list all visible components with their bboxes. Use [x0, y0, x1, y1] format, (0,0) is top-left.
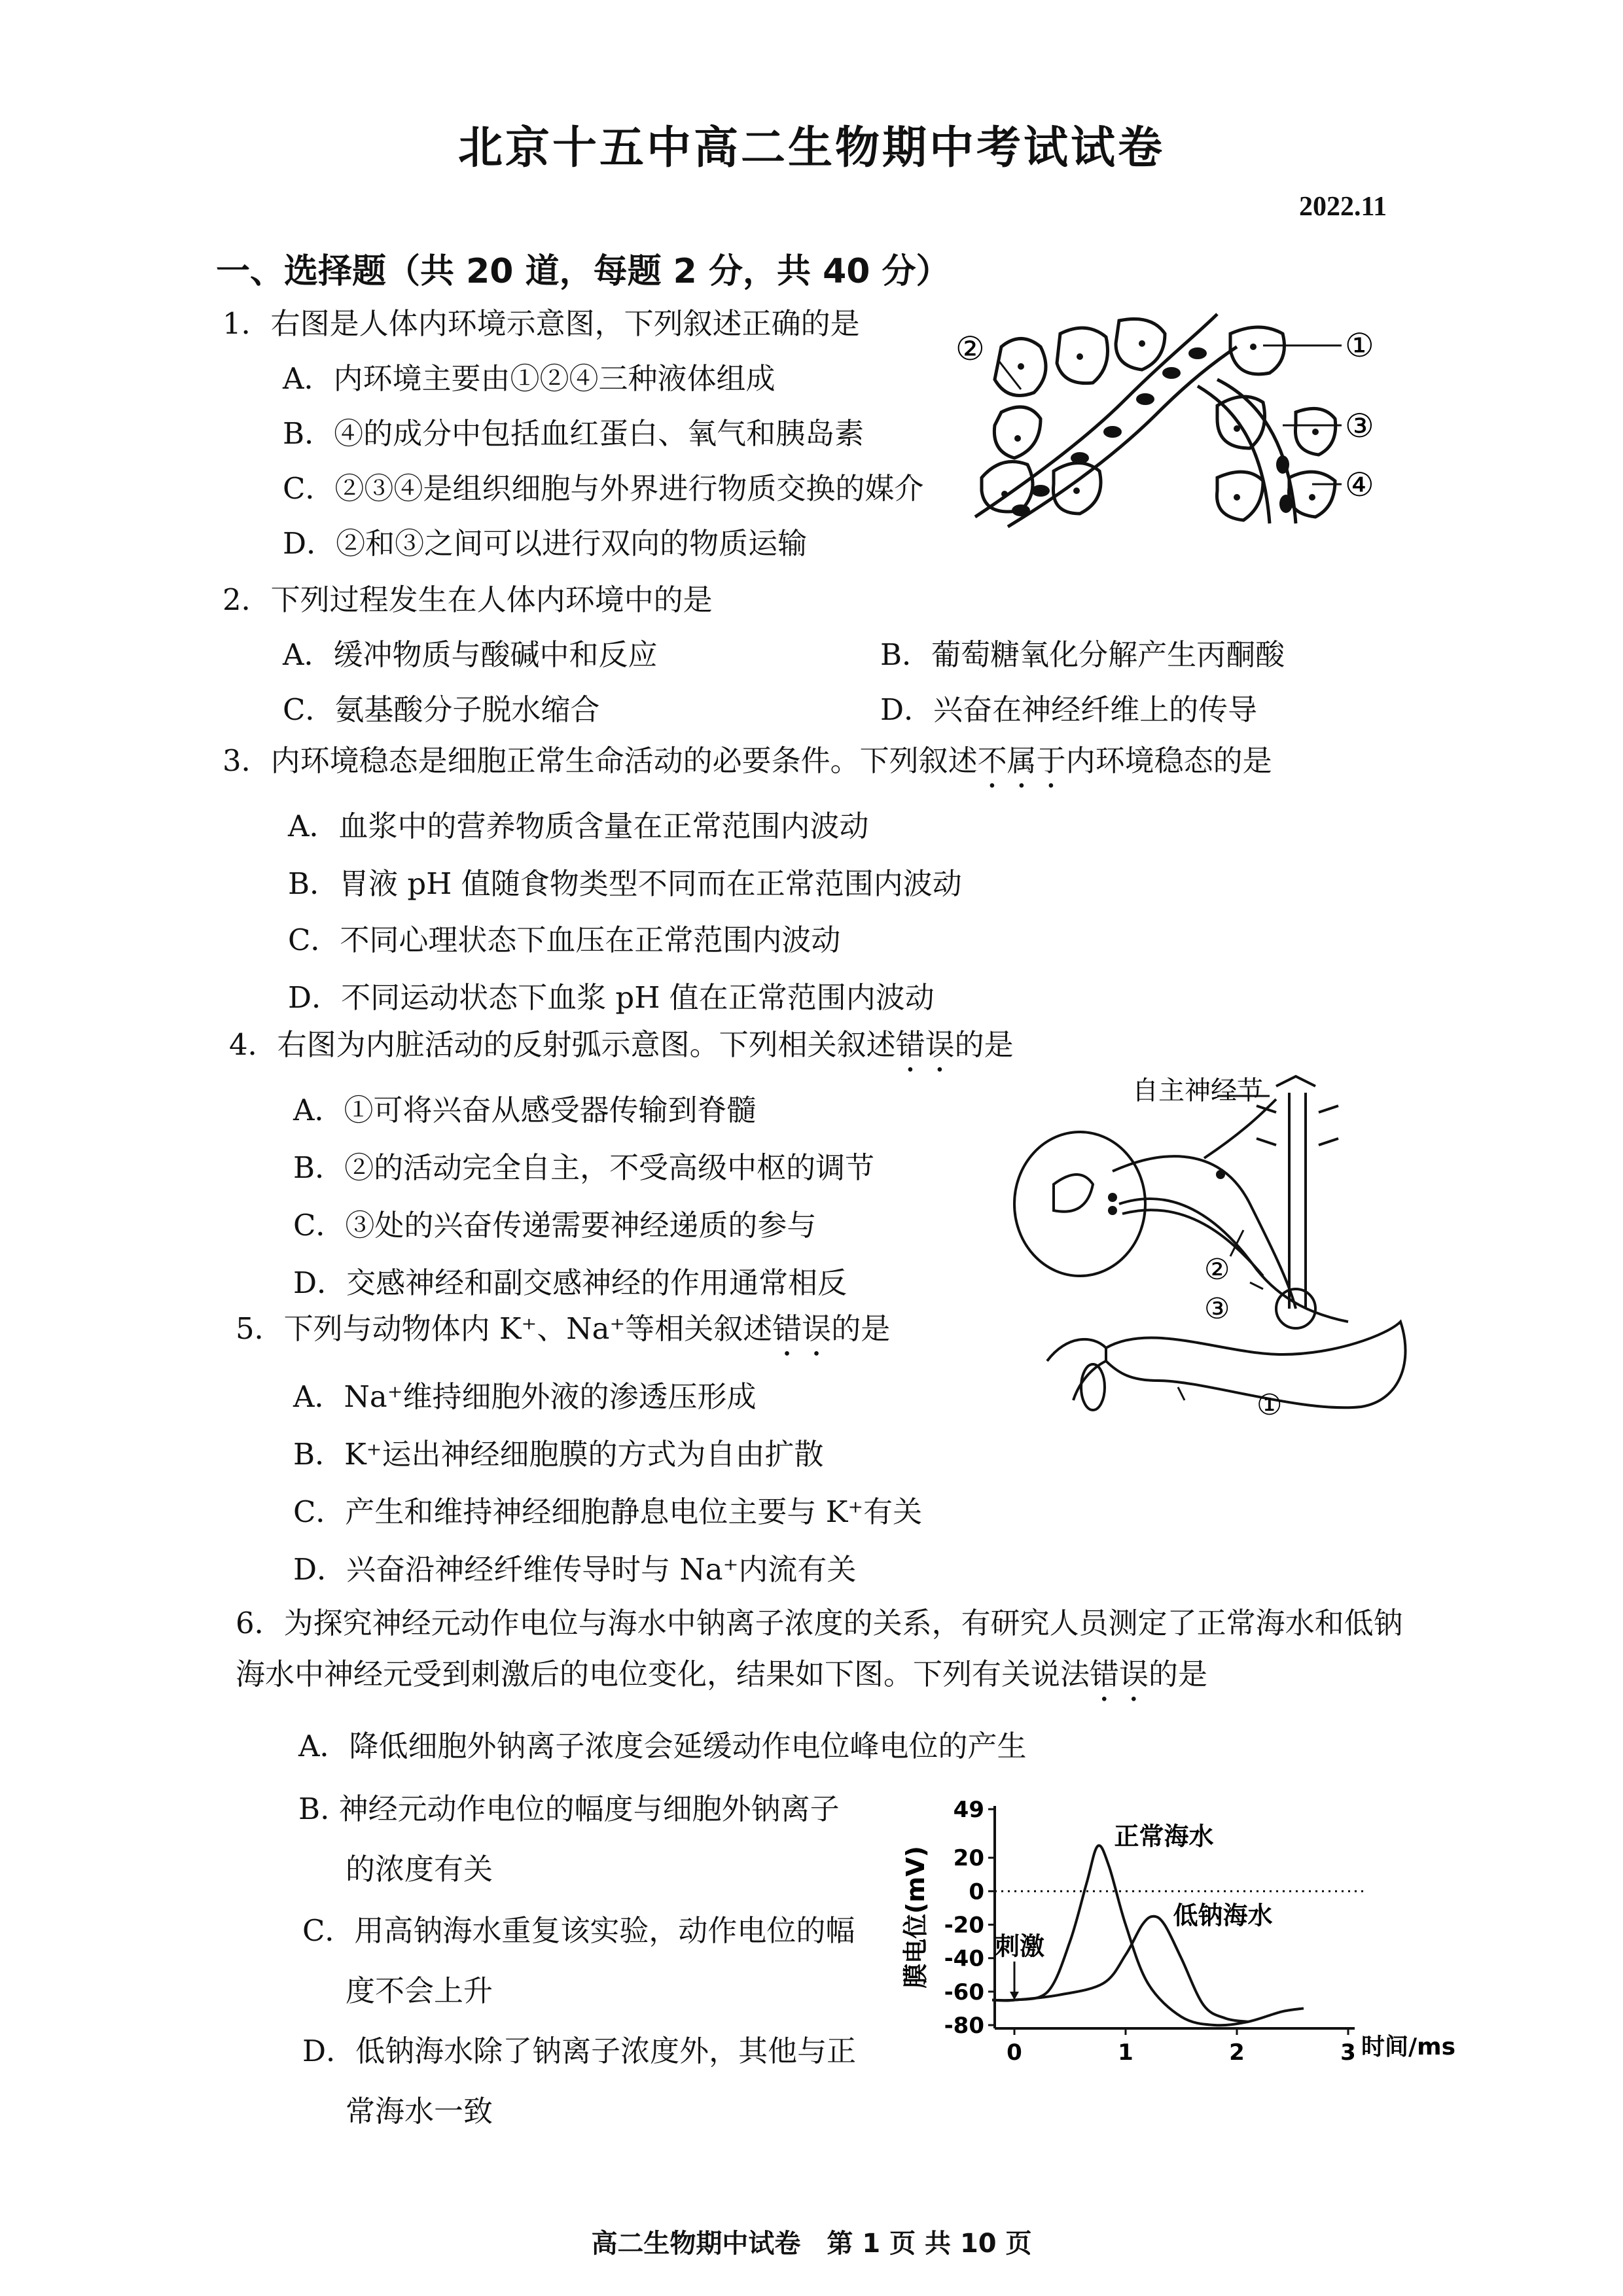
question-5-option-a: A．Na⁺维持细胞外液的渗透压形成 [293, 1379, 757, 1414]
question-4-stem-post: 的是 [954, 1027, 1014, 1062]
chart-x-axis-label: 时间/ms [1361, 2034, 1456, 2060]
figure1-label-3: ③ [1345, 407, 1374, 445]
figure1-label-2: ② [955, 330, 985, 368]
question-1-option-c: C．②③④是组织细胞与外界进行物质交换的媒介 [283, 471, 924, 506]
question-5-stem-post: 的是 [831, 1311, 891, 1346]
question-3-stem [223, 737, 1272, 795]
question-3-option-a: A．血浆中的营养物质含量在正常范围内波动 [288, 809, 869, 843]
question-3-option-b: B．胃液 pH 值随食物类型不同而在正常范围内波动 [288, 866, 962, 901]
question-5-option-c: C．产生和维持神经细胞静息电位主要与 K⁺有关 [293, 1494, 923, 1529]
question-4-option-d: D．交感神经和副交感神经的作用通常相反 [293, 1265, 847, 1300]
membrane-potential-chart [897, 1793, 1472, 2081]
question-2-stem: 2．下列过程发生在人体内环境中的是 [223, 582, 713, 617]
question-2-option-b: B．葡萄糖氧化分解产生丙酮酸 [880, 637, 1285, 672]
question-5-stem-pre: 5．下列与动物体内 K⁺、Na⁺等相关叙述 [236, 1311, 773, 1346]
question-4-option-c: C．③处的兴奋传递需要神经递质的参与 [293, 1208, 817, 1243]
figure2-label-1: ① [1257, 1388, 1283, 1422]
chart-legend-normal-seawater: 正常海水 [1114, 1822, 1214, 1851]
question-5-stem [236, 1305, 890, 1363]
question-2-option-c: C．氨基酸分子脱水缩合 [283, 692, 600, 727]
question-6-stem-pre: 海水中神经元受到刺激后的电位变化，结果如下图。下列有关说法 [236, 1657, 1090, 1691]
chart-legend-low-sodium-seawater: 低钠海水 [1173, 1901, 1273, 1930]
chart-y-tick-label: -40 [944, 1945, 984, 1972]
chart-x-tick-label: 3 [1340, 2040, 1356, 2066]
question-6-option-c-cont: 度不会上升 [346, 1973, 493, 2008]
question-3-stem-post: 内环境稳态的是 [1065, 743, 1272, 778]
chart-y-axis-label: 膜电位(mV) [901, 1846, 930, 1988]
question-3-option-c: C．不同心理状态下血压在正常范围内波动 [288, 923, 841, 957]
question-6-stem-line1: 6．为探究神经元动作电位与海水中钠离子浓度的关系，有研究人员测定了正常海水和低钠 [236, 1606, 1403, 1640]
page-title: 北京十五中高二生物期中考试试卷 [457, 122, 1165, 174]
question-6-option-c: C．用高钠海水重复该实验，动作电位的幅 [302, 1913, 855, 1948]
chart-y-tick-label: 20 [953, 1845, 984, 1872]
section-heading: 一、选择题（共 20 道，每题 2 分，共 40 分） [216, 252, 950, 291]
question-5-option-d: D．兴奋沿神经纤维传导时与 Na⁺内流有关 [293, 1552, 857, 1587]
question-5-option-b: B．K⁺运出神经细胞膜的方式为自由扩散 [293, 1437, 824, 1472]
question-1-option-d: D．②和③之间可以进行双向的物质运输 [283, 526, 808, 561]
question-6-option-b: B. 神经元动作电位的幅度与细胞外钠离子 [298, 1792, 840, 1826]
question-5-stem-emphasis: 错误 [772, 1311, 832, 1346]
question-2-option-d: D．兴奋在神经纤维上的传导 [880, 692, 1258, 727]
question-1-stem: 1．右图是人体内环境示意图，下列叙述正确的是 [223, 306, 860, 341]
question-3-option-d: D．不同运动状态下血浆 pH 值在正常范围内波动 [288, 980, 935, 1015]
question-1-option-b: B．④的成分中包括血红蛋白、氧气和胰岛素 [283, 416, 865, 451]
figure2-label-3: ③ [1204, 1292, 1230, 1326]
question-6-option-d: D．低钠海水除了钠离子浓度外，其他与正 [302, 2034, 857, 2068]
exam-date: 2022.11 [1299, 192, 1387, 222]
chart-x-tick-label: 2 [1229, 2040, 1245, 2066]
chart-y-tick-label: -20 [944, 1912, 984, 1939]
question-6-option-a: A．降低细胞外钠离子浓度会延缓动作电位峰电位的产生 [298, 1729, 1027, 1763]
question-6-stem-line2 [236, 1650, 1207, 1708]
chart-x-tick-label: 1 [1118, 2040, 1133, 2066]
question-6-option-b-cont: 的浓度有关 [346, 1852, 493, 1886]
chart-y-tick-label: -60 [944, 1979, 984, 2005]
question-6-stem-emphasis: 错误 [1090, 1657, 1149, 1691]
question-3-stem-emphasis: 不属于 [977, 743, 1066, 778]
question-6-option-d-cont: 常海水一致 [346, 2094, 493, 2128]
chart-x-tick-label: 0 [1007, 2040, 1022, 2066]
question-4-option-a: A．①可将兴奋从感受器传输到脊髓 [293, 1093, 757, 1127]
ganglion-label: 自主神经节 [1132, 1076, 1263, 1106]
question-2-option-a: A．缓冲物质与酸碱中和反应 [283, 637, 658, 672]
reflex-arc-diagram [1008, 1073, 1427, 1439]
page-footer: 高二生物期中试卷 第 1 页 共 10 页 [591, 2229, 1032, 2259]
chart-y-tick-label: -80 [944, 2013, 984, 2039]
question-3-stem-pre: 3．内环境稳态是细胞正常生命活动的必要条件。下列叙述 [223, 743, 978, 778]
chart-stimulus-label: 刺激 [995, 1932, 1045, 1961]
question-6-stem-post: 的是 [1149, 1657, 1208, 1691]
question-4-stem [229, 1021, 1014, 1079]
figure1-label-1: ① [1345, 327, 1374, 364]
figure1-label-4: ④ [1345, 466, 1374, 504]
question-4-option-b: B．②的活动完全自主，不受高级中枢的调节 [293, 1150, 875, 1185]
question-4-stem-emphasis: 错误 [895, 1027, 955, 1062]
figure2-label-2: ② [1204, 1253, 1230, 1286]
question-1-option-a: A．内环境主要由①②④三种液体组成 [283, 361, 776, 396]
chart-y-tick-label: 49 [953, 1797, 984, 1823]
chart-y-tick-label: 0 [969, 1879, 984, 1905]
question-4-stem-pre: 4．右图为内脏活动的反射弧示意图。下列相关叙述 [229, 1027, 896, 1062]
internal-environment-diagram [955, 308, 1400, 530]
